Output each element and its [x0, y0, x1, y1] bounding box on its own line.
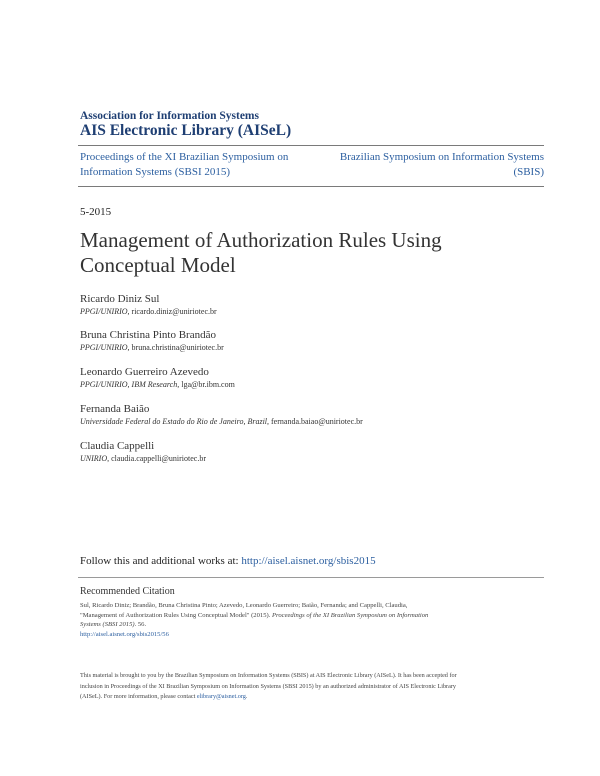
paper-title [80, 228, 520, 278]
author-block: Ricardo Diniz Sul PPGI/UNIRIO, ricardo.diniz@uniriotec.br [80, 293, 217, 316]
author-name: Bruna Christina Pinto Brandão [80, 329, 216, 341]
author-block: Bruna Christina Pinto Brandão PPGI/UNIRIO, bruna.christina@uniriotec.br [80, 329, 224, 352]
citation-pages: . 56. [134, 621, 147, 628]
author-name: Leonardo Guerreiro Azevedo [80, 366, 209, 378]
series-link[interactable] [314, 150, 544, 180]
recommended-citation [80, 601, 520, 639]
proceedings-link[interactable] [80, 150, 310, 180]
author-block: Leonardo Guerreiro Azevedo PPGI/UNIRIO, IBM Research, lga@br.ibm.com [80, 366, 235, 389]
association-name[interactable]: Association for Information Systems [80, 110, 259, 122]
follow-text: Follow this and additional works at: [80, 555, 239, 567]
citation-venue: Proceedings of the XI Brazilian Symposium on Information [272, 611, 429, 619]
proceedings-link-line2[interactable]: Information Systems (SBSI 2015) [80, 166, 231, 178]
recommended-citation-heading: Recommended Citation [80, 586, 175, 597]
author-affiliation: Universidade Federal do Estado do Rio de Janeiro, Brazil [80, 417, 268, 426]
contact-email-link[interactable]: elibrary@aisnet.org [196, 693, 246, 701]
notice-line2: inclusion in Proceedings of the XI Brazilian Symposium on Information Systems (SBSI 2015) by an authorized administrator of AIS Electronic Library [80, 682, 456, 690]
author-email: lga@br.ibm.com [181, 380, 235, 389]
notice-line3: (AISeL). For more information, please contact [80, 693, 196, 701]
citation-url-link[interactable]: http://aisel.aisnet.org/sbis2015/56 [80, 630, 169, 638]
collection-url-link[interactable]: http://aisel.aisnet.org/sbis2015 [241, 555, 376, 567]
library-name[interactable]: AIS Electronic Library (AISeL) [80, 122, 292, 139]
divider [78, 186, 544, 187]
author-affiliation: PPGI/UNIRIO [80, 343, 128, 352]
citation-title: "Management of Authorization Rules Using Conceptual Model" (2015). [80, 611, 271, 619]
author-affiliation: PPGI/UNIRIO, IBM Research [80, 380, 178, 389]
author-block: Claudia Cappelli UNIRIO, claudia.cappelli@uniriotec.br [80, 440, 206, 463]
publication-date: 5-2015 [80, 206, 112, 218]
author-affiliation: PPGI/UNIRIO [80, 307, 128, 316]
author-name: Ricardo Diniz Sul [80, 293, 160, 305]
author-name: Claudia Cappelli [80, 440, 155, 452]
paper-title-line1: Management of Authorization Rules Using [80, 228, 442, 252]
author-email: bruna.christina@uniriotec.br [131, 343, 224, 352]
paper-title-line2: Conceptual Model [80, 253, 236, 277]
citation-venue-2: Systems (SBSI 2015) [80, 621, 135, 628]
proceedings-link-line1[interactable]: Proceedings of the XI Brazilian Symposium on [80, 151, 289, 163]
notice-line3-suffix: . [245, 693, 248, 701]
citation-authors: Sul, Ricardo Diniz; Brandão, Bruna Christina Pinto; Azevedo, Leonardo Guerreiro; Baião, Fernanda; and Cappelli, Claudia, [80, 602, 408, 609]
copyright-notice [80, 671, 530, 703]
author-email: claudia.cappelli@uniriotec.br [111, 454, 206, 463]
author-affiliation: UNIRIO [80, 454, 108, 463]
divider [78, 145, 544, 146]
author-name: Fernanda Baião [80, 403, 150, 415]
notice-line1: This material is brought to you by the Brazilian Symposium on Information Systems (SBIS) at AIS Electronic Library (AISeL). It has been accepted for [80, 672, 457, 679]
author-email: fernanda.baiao@uniriotec.br [271, 417, 363, 426]
divider [78, 577, 544, 578]
author-email: ricardo.diniz@uniriotec.br [131, 307, 217, 316]
series-link-line1[interactable]: Brazilian Symposium on Information Systems [339, 151, 544, 163]
author-block: Fernanda Baião Universidade Federal do Estado do Rio de Janeiro, Brazil, fernanda.baiao@uniriotec.br [80, 403, 363, 426]
series-link-line2[interactable]: (SBIS) [513, 166, 544, 178]
follow-line [80, 555, 376, 567]
